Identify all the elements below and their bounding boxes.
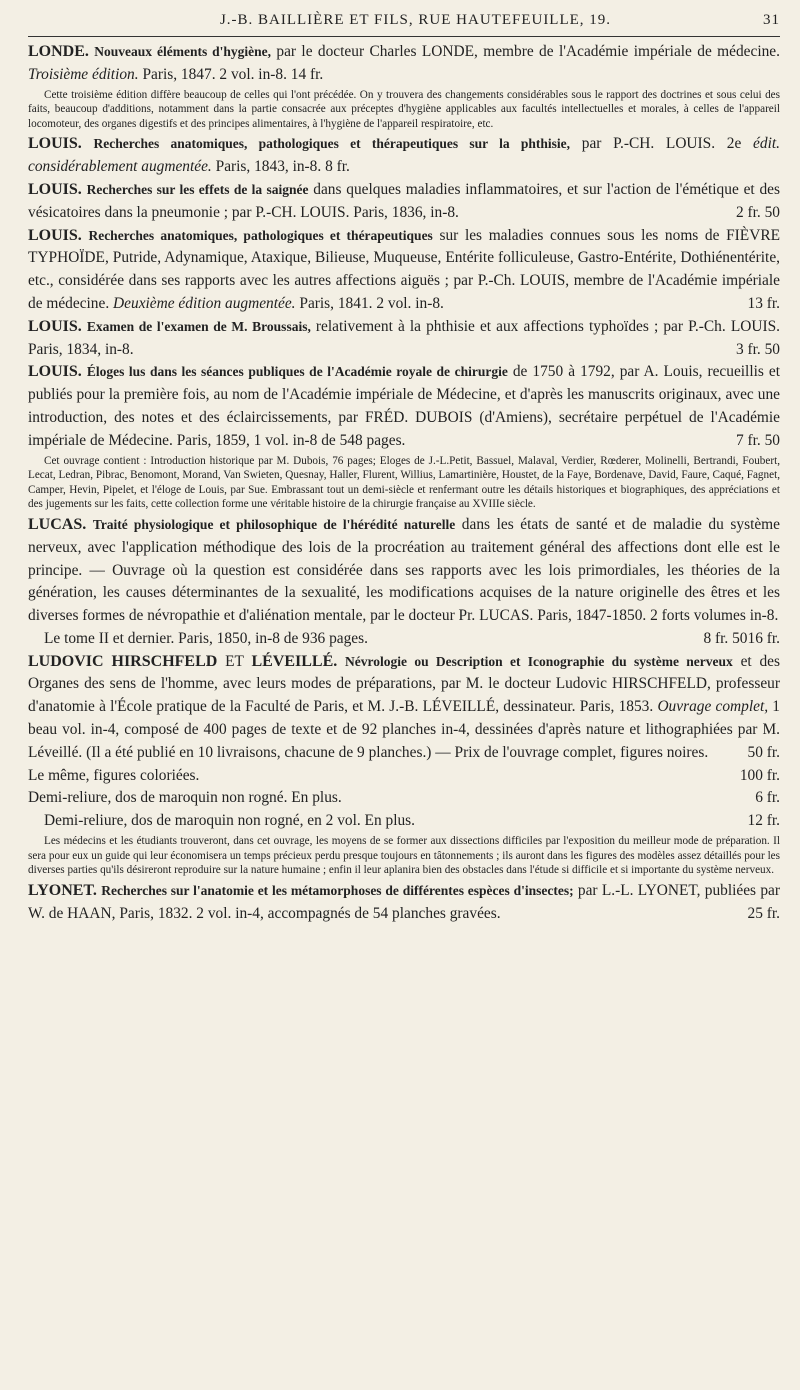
entry-text: par P.-CH. LOUIS. 2e bbox=[570, 135, 754, 153]
entry-lead: Recherches anatomiques, pathologiques et thérapeutiques bbox=[88, 227, 433, 243]
entry-text: dans quelques maladies inflammatoires, et sur l'action de l'émétique et des vésicatoires dans la pneumonie ; par P.-CH. LOUIS. Paris, 1836, in-8. bbox=[28, 180, 780, 221]
entry-text: par L.-L. LYONET, publiées par W. de HAAN, Paris, 1832. 2 vol. in-4, accompagnés de 54 planches gravées. bbox=[28, 881, 780, 922]
catalogue-page bbox=[28, 0, 780, 925]
entry-author: LOUIS. bbox=[28, 317, 82, 335]
entry-text: par le docteur Charles LONDE, membre de l'Académie impériale de médecine. bbox=[271, 43, 780, 60]
publisher-line: J.-B. BAILLIÈRE ET FILS, RUE HAUTEFEUILLE, 19. bbox=[219, 11, 612, 28]
entry-text: et des Organes des sens de l'homme, avec leurs modes de préparations, par M. le docteur Ludovic HIRSCHFELD, professeur d'anatomie à l'École pratique de la Faculté de Paris, et M. J.-B. LÉVEILLÉ, dessinateur. Paris, 1853. bbox=[28, 652, 780, 716]
price-row-price: 6 fr. bbox=[755, 789, 780, 807]
entry-price: 16 fr. bbox=[747, 629, 780, 647]
entry-text: sur les maladies connues sous les noms de FIÈVRE TYPHOÏDE, Putride, Adynamique, Ataxique, Bilieuse, Muqueuse, Entérite folliculeuse, Gastro-Entérite, Dothiénentérite, etc., considérée dans ses rapports avec les autres affections aiguës ; par P.-Ch. LOUIS, membre de l'Académie impériale de médecine. bbox=[28, 226, 780, 312]
price-row bbox=[28, 787, 780, 810]
entry-author-connector: ET bbox=[217, 652, 252, 670]
entry-author: LUDOVIC HIRSCHFELD bbox=[28, 652, 218, 670]
entry-italic: Troisième édition. bbox=[28, 65, 139, 83]
entry-lead: Recherches anatomiques, pathologiques et thérapeutiques sur la phthisie, bbox=[93, 136, 571, 152]
entry-note: Cet ouvrage contient : Introduction historique par M. Dubois, 76 pages; Eloges de J.-L.Petit, Bassuel, Malaval, Verdier, Rœderer, Molinelli, Bertrandi, Foubert, Lecat, Ledran, Pibrac, Benomont, Morand, Van Swieten, Quesnay, Haller, Flurent, Willius, Lamartinière, Houstet, de la Faye, Bordenave, David, Faure, Caqué, Fagnet, Camper, Hevin, Pipelet, et l'éloge de Louis, par Sue. Embrassant tout un demi-siècle et renfermant outre les détails historiques et biographiques, des appréciations et des jugements sur les faits, cette collection forme une véritable histoire de la chirurgie française au XVIIIe siècle. bbox=[28, 454, 780, 511]
entry-text: dans les états de santé et de maladie du système nerveux, avec l'application méthodique des lois de la procréation au traitement général des affections dont elle est le principe. — Ouvrage où la question est considérée dans ses rapports avec les lois primordiales, les théories de la génération, les causes déterminantes de la sexualité, les modifications acquises de la nature originelle des êtres et les diverses formes de névropathie et d'aliénation mentale, par le docteur Pr. LUCAS. Paris, 1847-1850. 2 forts volumes in-8. bbox=[28, 515, 780, 625]
entry-lead: Éloges lus dans les séances publiques de l'Académie royale de chirurgie bbox=[86, 364, 508, 380]
entry-italic: Deuxième édition augmentée. bbox=[113, 294, 296, 312]
entry-lead: Recherches sur les effets de la saignée bbox=[86, 181, 309, 197]
price-row-price: 12 fr. bbox=[747, 812, 780, 830]
catalogue-entry bbox=[28, 133, 780, 179]
price-row-price: 100 fr. bbox=[739, 766, 780, 784]
entry-text-2: Paris, 1843, in-8. 8 fr. bbox=[211, 158, 350, 176]
entry-author: LONDE. bbox=[28, 43, 89, 60]
price-row bbox=[28, 765, 780, 788]
entry-text-2: Paris, 1847. 2 vol. in-8. 14 fr. bbox=[138, 65, 324, 83]
entry-note: Les médecins et les étudiants trouveront, dans cet ouvrage, les moyens de se former aux dissections difficiles par l'exposition du meilleur mode de préparation. Il sera pour eux un guide qui leur économisera un temps précieux perdu presque toujours en tâtonnements ; ils auront dans les figures des modèles assez détaillés pour les diverses parties qu'ils désireront reproduire sur la nature humaine ; enfin il leur aplanira bien des obstacles dans l'étude si difficile et si importante du système nerveux. bbox=[28, 835, 780, 877]
entry-price: 25 fr. bbox=[747, 904, 780, 922]
entry-extra: Le tome II et dernier. Paris, 1850, in-8 de 936 pages. bbox=[44, 629, 368, 647]
price-row bbox=[28, 810, 780, 833]
running-header bbox=[28, 4, 780, 37]
entry-author: LOUIS. bbox=[28, 135, 82, 153]
catalogue-entry bbox=[28, 225, 780, 316]
catalogue-entry bbox=[28, 179, 780, 225]
price-row-label: Demi-reliure, dos de maroquin non rogné, en 2 vol. En plus. bbox=[44, 812, 416, 830]
catalogue-entry bbox=[28, 361, 780, 512]
entry-author: LOUIS. bbox=[28, 363, 82, 381]
entry-price: 13 fr. bbox=[747, 294, 780, 312]
entry-text: relativement à la phthisie et aux affections typhoïdes ; par P.-Ch. LOUIS. Paris, 1834, in-8. bbox=[28, 317, 780, 358]
entry-lead: Névrologie ou Description et Iconographie du système nerveux bbox=[345, 653, 733, 669]
entry-lead: Nouveaux éléments d'hygiène, bbox=[94, 44, 271, 59]
entry-price: 7 fr. 50 bbox=[735, 431, 780, 449]
entry-author: LUCAS. bbox=[28, 515, 87, 533]
entry-note: Cette troisième édition diffère beaucoup de celles qui l'ont précédée. On y trouvera des changements considérables sous le rapport des doctrines et sous celui des faits, beaucoup d'additions, notamment dans la partie consacrée aux préceptes d'hygiène applicables aux facultés intellectuelles et morales, à celles de l'appareil locomoteur, des organes digestifs et des principes alimentaires, à l'hygiène de l'appareil respiratoire, etc. bbox=[28, 88, 780, 130]
catalogue-entry bbox=[28, 651, 780, 878]
entry-italic: Ouvrage complet, bbox=[657, 698, 769, 716]
entry-lead: Recherches sur l'anatomie et les métamorphoses de différentes espèces d'insectes; bbox=[101, 882, 574, 898]
entry-price: 2 fr. 50 bbox=[735, 203, 780, 221]
page-number: 31 bbox=[763, 11, 780, 28]
catalogue-entry bbox=[28, 880, 780, 926]
entry-extra-price: 8 fr. 50 bbox=[703, 629, 748, 647]
entry-text-2: 1 beau vol. in-4, composé de 400 pages de texte et de 92 planches in-4, dessinées d'après nature et lithographiées par M. Léveillé. (Il a été publié en 10 livraisons, chacune de 9 planches.) — Prix de l'ouvrage complet, figures noires. bbox=[28, 698, 780, 761]
entry-lead: Examen de l'examen de M. Broussais, bbox=[86, 318, 311, 334]
entry-price: 3 fr. 50 bbox=[735, 340, 780, 358]
entry-author-2: LÉVEILLÉ. bbox=[251, 652, 338, 670]
price-row-label: Demi-reliure, dos de maroquin non rogné. En plus. bbox=[28, 789, 342, 807]
entry-lead: Traité physiologique et philosophique de l'hérédité naturelle bbox=[92, 516, 456, 532]
entry-text: de 1750 à 1792, par A. Louis, recueillis et publiés pour la première fois, au nom de l'Académie impériale de Médecine, et d'après les manuscrits originaux, avec une introduction, des notes et des éclaircissements, par FRÉD. DUBOIS (d'Amiens), secrétaire perpétuel de l'Académie impériale de Médecine. Paris, 1859, 1 vol. in-8 de 548 pages. bbox=[28, 363, 780, 449]
entry-author: LOUIS. bbox=[28, 180, 82, 198]
catalogue-entry bbox=[28, 316, 780, 362]
entry-author: LOUIS. bbox=[28, 226, 82, 244]
entry-text-2: Paris, 1841. 2 vol. in-8. bbox=[295, 294, 444, 312]
entry-price: 50 fr. bbox=[747, 743, 780, 761]
price-row-label: Le même, figures coloriées. bbox=[28, 766, 200, 784]
catalogue-entry bbox=[28, 514, 780, 651]
entry-italic: édit. considérablement augmentée. bbox=[28, 135, 780, 176]
catalogue-entry bbox=[28, 41, 780, 131]
entry-author: LYONET. bbox=[28, 881, 97, 899]
entry-extra-line bbox=[28, 628, 748, 651]
